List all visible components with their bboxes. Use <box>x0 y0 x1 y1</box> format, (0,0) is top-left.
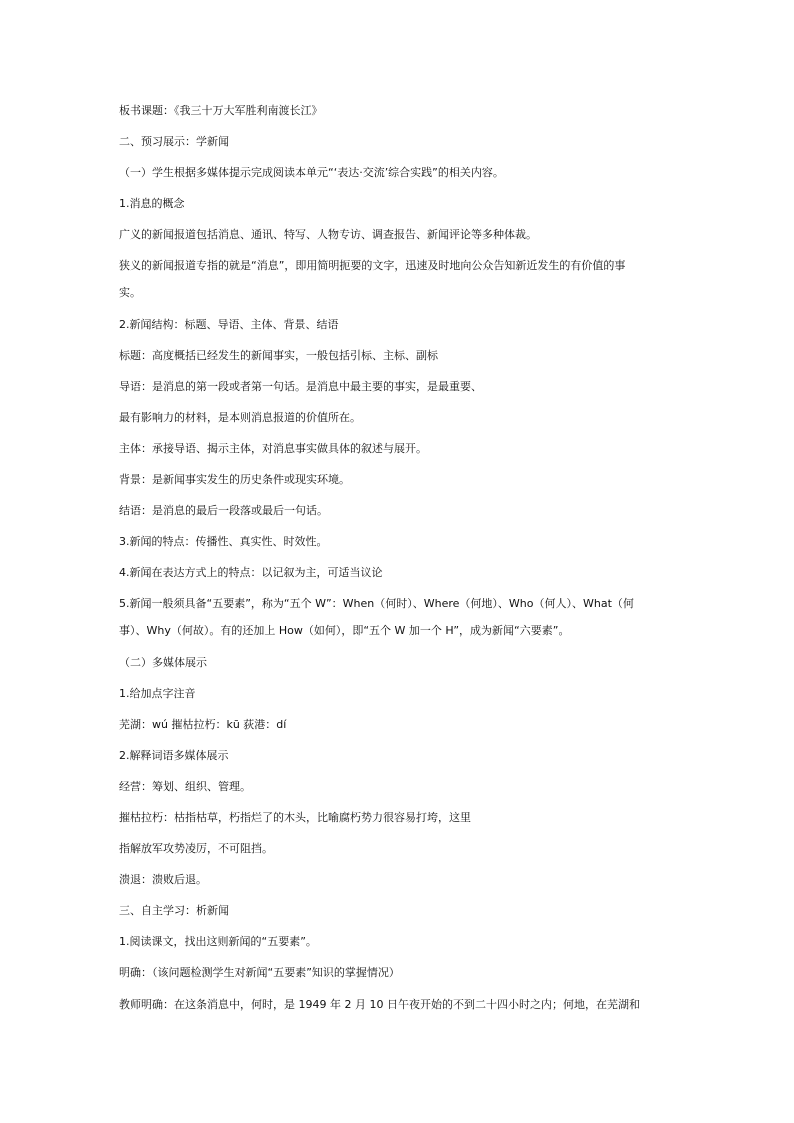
subsection-heading-1: （一）学生根据多媒体提示完成阅读本单元“‘表达·交流’综合实践”的相关内容。 <box>119 166 504 180</box>
paragraph-cuikulaxiu-cont: 指解放军攻势凌厉，不可阻挡。 <box>119 842 273 856</box>
paragraph-clarify: 明确：（该问题检测学生对新闻“五要素”知识的掌握情况） <box>119 966 400 980</box>
paragraph-body: 主体：承接导语、揭示主体，对消息事实做具体的叙述与展开。 <box>119 441 427 455</box>
item-heading-news-structure: 2.新闻结构：标题、导语、主体、背景、结语 <box>119 317 339 331</box>
paragraph-pinyin: 芜湖：wú 摧枯拉朽：kū 荻港：dí <box>119 717 287 731</box>
section-heading-preview: 二、预习展示：学新闻 <box>119 135 229 149</box>
paragraph-kuitui: 溃退：溃败后退。 <box>119 873 207 887</box>
section-heading-self-study: 三、自主学习：析新闻 <box>119 904 229 918</box>
document-body <box>119 103 679 1028</box>
paragraph-narrow-news: 狭义的新闻报道专指的就是“消息”，即用简明扼要的文字，迅速及时地向公众告知新近发生的有价值的事 <box>119 259 626 273</box>
item-heading-vocabulary: 2.解释词语多媒体展示 <box>119 748 229 762</box>
paragraph-narrow-news-cont: 实。 <box>119 286 141 300</box>
board-title-line: 板书课题：《我三十万大军胜利南渡长江》 <box>119 104 323 117</box>
paragraph-five-w-cont: 事）、Why（何故）。有的还加上 How（如何），即“五个 W 加一个 H”，成为新闻“六要素”。 <box>119 624 570 638</box>
item-heading-expression: 4.新闻在表达方式上的特点：以记叙为主，可适当议论 <box>119 566 383 580</box>
paragraph-broad-news: 广义的新闻报道包括消息、通讯、特写、人物专访、调查报告、新闻评论等多种体裁。 <box>119 228 537 242</box>
paragraph-background: 背景：是新闻事实发生的历史条件或现实环境。 <box>119 473 350 487</box>
item-heading-pinyin: 1.给加点字注音 <box>119 686 196 700</box>
item-heading-message-concept: 1.消息的概念 <box>119 197 185 211</box>
item-heading-reading: 1.阅读课文，找出这则新闻的“五要素”。 <box>119 935 317 949</box>
paragraph-lead: 导语：是消息的第一段或者第一句话。是消息中最主要的事实，是最重要、 <box>119 379 482 393</box>
paragraph-ending: 结语：是消息的最后一段落或最后一句话。 <box>119 504 328 518</box>
paragraph-teacher-clarify: 教师明确：在这条消息中，何时，是 1949 年 2 月 10 日午夜开始的不到二十四小时之内；何地，在芜湖和 <box>119 997 640 1011</box>
paragraph-five-w: 5.新闻一般须具备“五要素”，称为“五个 W”：When（何时）、Where（何地）、Who（何人）、What（何 <box>119 597 634 611</box>
paragraph-title: 标题：高度概括已经发生的新闻事实，一般包括引标、主标、副标 <box>119 348 438 362</box>
paragraph-jingying: 经营：筹划、组织、管理。 <box>119 779 251 793</box>
subsection-heading-2: （二）多媒体展示 <box>119 655 207 669</box>
paragraph-cuikulaxiu: 摧枯拉朽：枯指枯草，朽指烂了的木头，比喻腐朽势力很容易打垮，这里 <box>119 810 471 824</box>
item-heading-news-features: 3.新闻的特点：传播性、真实性、时效性。 <box>119 535 328 549</box>
paragraph-lead-cont: 最有影响力的材料，是本则消息报道的价值所在。 <box>119 410 361 424</box>
